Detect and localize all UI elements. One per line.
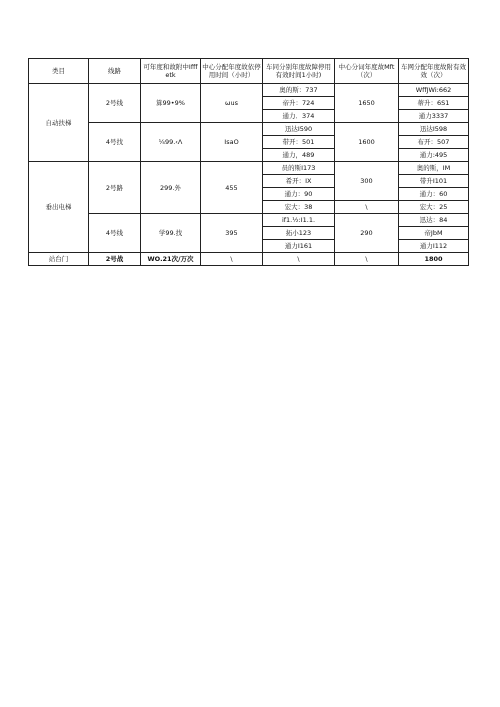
- center-count-cell: 290: [335, 214, 399, 253]
- table-row: [29, 162, 469, 175]
- vendor-hours-cell: 帝升：724: [263, 97, 335, 110]
- vendor-hours-cell: 通力I161: [263, 240, 335, 253]
- center-hours-cell: \: [201, 253, 263, 266]
- center-hours-cell: ωus: [201, 84, 263, 123]
- vendor-hours-cell: 奥的斯：737: [263, 84, 335, 97]
- center-hours-cell: 455: [201, 162, 263, 214]
- col-header-vendor-hours: 车同分别年度故障停用有效时间1小时): [263, 59, 335, 84]
- availability-cell: ¼99.‹Λ: [141, 123, 201, 162]
- center-count-cell: \: [335, 253, 399, 266]
- maintenance-table-document: [28, 58, 468, 266]
- vendor-hours-cell: \: [263, 253, 335, 266]
- vendor-count-cell: [399, 253, 469, 266]
- vendor-count-cell: 奥的斯，IM: [399, 162, 469, 175]
- header-row: [29, 59, 469, 84]
- availability-cell: 学99.找: [141, 214, 201, 253]
- vendor-hours-cell: 通力：90: [263, 188, 335, 201]
- col-header-availability: 可年度和故附中Ifffetk: [141, 59, 201, 84]
- vendor-count-cell: 带升I101: [399, 175, 469, 188]
- vendor-count-cell: 布开：507: [399, 136, 469, 149]
- vendor-hours-cell: 宏大：38: [263, 201, 335, 214]
- col-header-vendor-count: 车网分配年度故附有效效（次）: [399, 59, 469, 84]
- vendor-count-cell: 帝JbM: [399, 227, 469, 240]
- vendor-hours-cell: 通力．374: [263, 110, 335, 123]
- col-header-center-count: 中心分词年度故Mft（次）: [335, 59, 399, 84]
- vendor-hours-cell: 通力，489: [263, 149, 335, 162]
- center-count-cell: 300: [335, 162, 399, 201]
- table-row: [29, 123, 469, 136]
- vendor-hours-cell: 拓小123: [263, 227, 335, 240]
- fault-rate-table: [28, 58, 469, 266]
- line-cell: 4号线: [89, 214, 141, 253]
- vendor-count-cell: WffJWi:662: [399, 84, 469, 97]
- table-row: [29, 253, 469, 266]
- vendor-hours-cell: if1.½:I1.1.: [263, 214, 335, 227]
- center-hours-cell: 395: [201, 214, 263, 253]
- vendor-count-cell: 通力：60: [399, 188, 469, 201]
- vendor-count-cell: 通力:495: [399, 149, 469, 162]
- table-row: [29, 84, 469, 97]
- center-hours-cell: IsaO: [201, 123, 263, 162]
- availability-cell: WO.21次/万次: [141, 253, 201, 266]
- vendor-count-cell: 通力3337: [399, 110, 469, 123]
- center-count-value: 1800: [424, 255, 443, 263]
- vendor-hours-cell: 希开：IX: [263, 175, 335, 188]
- line-cell: 2号线: [89, 84, 141, 123]
- vendor-count-cell: 蒂升：6S1: [399, 97, 469, 110]
- table-row: [29, 214, 469, 227]
- availability-cell: 算99•9%: [141, 84, 201, 123]
- category-cell: 垂出电梯: [29, 162, 89, 253]
- center-count-cell: \: [335, 201, 399, 214]
- center-count-cell: 1650: [335, 84, 399, 123]
- vendor-count-cell: 宏大：25: [399, 201, 469, 214]
- vendor-hours-cell: 迅达I590: [263, 123, 335, 136]
- vendor-count-cell: 迅达：84: [399, 214, 469, 227]
- category-cell: 站台门: [29, 253, 89, 266]
- category-cell: 自动扶梯: [29, 84, 89, 162]
- col-header-category: 类目: [29, 59, 89, 84]
- center-count-cell: 1600: [335, 123, 399, 162]
- col-header-line: 线路: [89, 59, 141, 84]
- col-header-center-hours: 中心分配年度故依停用时间（小时）: [201, 59, 263, 84]
- vendor-hours-cell: 带开：501: [263, 136, 335, 149]
- availability-cell: 299.外: [141, 162, 201, 214]
- vendor-count-cell: 通力I112: [399, 240, 469, 253]
- vendor-hours-cell: 员的斯I173: [263, 162, 335, 175]
- line-cell: 2号战: [89, 253, 141, 266]
- line-cell: 4号找: [89, 123, 141, 162]
- line-cell: 2号路: [89, 162, 141, 214]
- vendor-count-cell: 迅达I598: [399, 123, 469, 136]
